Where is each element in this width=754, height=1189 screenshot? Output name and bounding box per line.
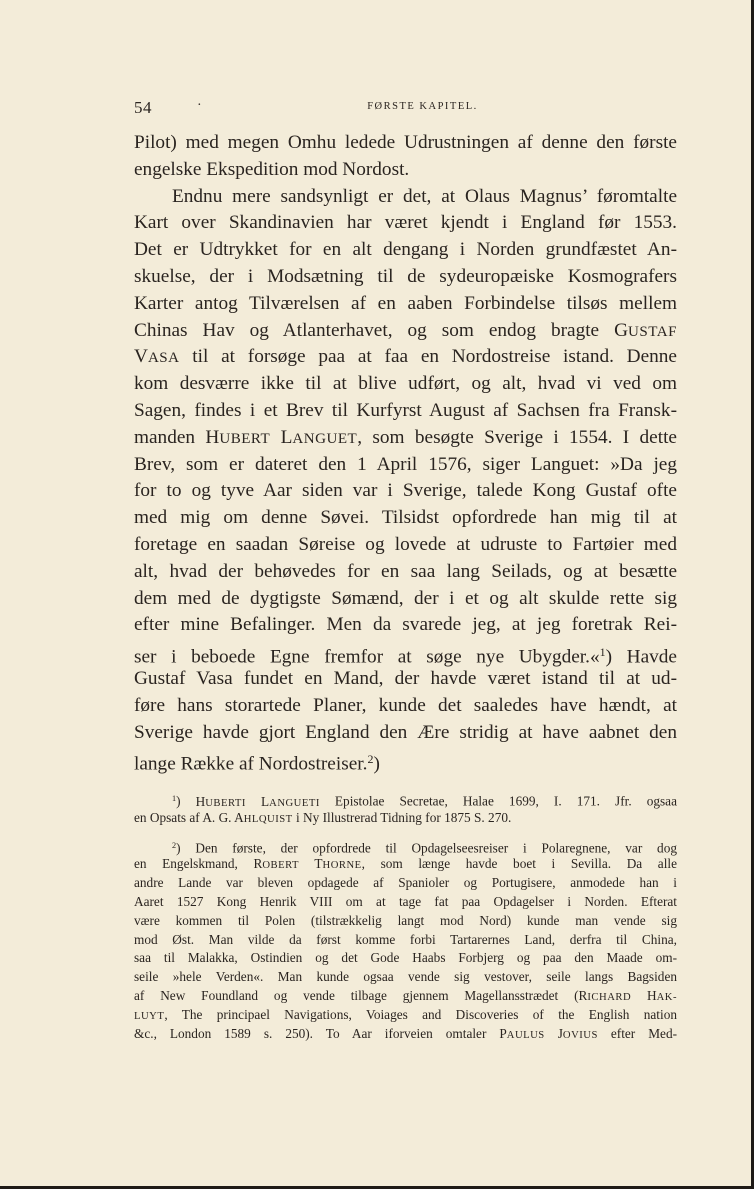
author-name <box>234 810 293 825</box>
author-name <box>579 988 677 1003</box>
footnotes <box>134 790 677 1052</box>
body-line: Sagen, findes i et Brev til Kurfyrst August af Sachsen fra Fransk- <box>134 399 677 421</box>
footnote-line <box>134 809 677 828</box>
name-initial: R <box>578 987 588 1003</box>
name-gustaf <box>614 320 677 341</box>
body-line: foretage en saadan Søreise og lovede at udruste to Fartøier med <box>134 533 677 555</box>
body-text <box>134 130 677 773</box>
name-smallcaps: OBERT <box>262 860 300 872</box>
footnote-text-run: &c., London 1589 s. 250). To Aar iforveien omtaler <box>134 1025 487 1041</box>
body-line: Sverige havde gjort England den Ære stridig at have aabnet den <box>134 721 677 743</box>
page-number: 54 <box>134 98 152 117</box>
author-name <box>253 856 361 871</box>
body-line: for to og tyve Aar siden var i Sverige, talede Kong Gustaf ofte <box>134 480 677 502</box>
body-line: Kart over Skandinavien har været kjendt i England før 1553. <box>134 212 677 234</box>
name-initial: L <box>261 793 270 809</box>
footnote-line: Aaret 1527 Kong Henrik VIII om at tage fat paa Opdagelser i Norden. Efterat <box>134 893 677 909</box>
footnote-line <box>134 987 677 1006</box>
footnote-text-run: , The principael Navigations, Voiages and Discoveries of the English nation <box>164 1006 677 1022</box>
body-line: med mig om denne Søvei. Tilsidst opfordrede han mig til at <box>134 507 677 529</box>
footnote-line: være kommen til Polen (tilstrækkelig langt mod Nord) kunde man vende sig <box>134 912 677 928</box>
name-initial: G <box>614 319 629 341</box>
name-smallcaps: UBERT <box>219 430 271 447</box>
footnote-line: mod Øst. Man vilde da først komme forbi Tartarernes Land, derfra til China, <box>134 931 677 947</box>
name-smallcaps: ANGUET <box>292 430 358 447</box>
footnote-mark: 1 <box>172 794 177 803</box>
name-smallcaps: ANGUETI <box>269 797 320 809</box>
author-name <box>499 1026 597 1041</box>
header-dot: · <box>197 98 202 113</box>
running-head: FØRSTE KAPITEL. <box>367 101 478 112</box>
name-smallcaps: USTAF <box>628 323 677 340</box>
name-smallcaps: ASA <box>147 350 180 367</box>
body-line: alt, hvad der behøvedes for en saa lang Seilads, og at besætte <box>134 560 677 582</box>
body-line: Gustaf Vasa fundet en Mand, der havde været istand til at ud- <box>134 667 677 689</box>
footnote-text-run: en Opsats af A. G. <box>134 809 232 825</box>
footnote-text-run: i Ny Illustrerad Tidning for 1875 S. 270. <box>295 809 512 825</box>
footnote-ref: 1 <box>599 645 606 660</box>
footnote-line: $^1$) HUBERTI LANGUETI Epistolae Secretae, Halae 1699, I. 171. Jfr. ogsaa <box>172 793 677 809</box>
footnote-text-run: af New Foundland og vende tilbage gjennem Magellansstrædet ( <box>134 987 579 1003</box>
footnote-text-run: efter Med- <box>610 1025 678 1041</box>
name-initial: L <box>280 426 293 448</box>
footnote-mark: 2 <box>172 840 177 850</box>
body-line: kom desværre ikke til at blive udført, og alt, hvad vi ved om <box>134 373 677 395</box>
body-line: skuelse, der i Modsætning til de sydeuropæiske Kosmografers <box>134 265 677 287</box>
body-text-run: ) Havde <box>605 646 677 668</box>
name-smallcaps: AULUS <box>506 1029 545 1041</box>
body-line: Pilot) med megen Omhu ledede Udrustningen af denne den første <box>134 132 677 153</box>
body-line <box>134 318 677 345</box>
body-line: Det er Udtrykket for en alt dengang i Norden grundfæstet An- <box>134 239 677 261</box>
name-smallcaps: LUYT <box>134 1010 165 1022</box>
body-text-run: til at forsøge paa at faa en Nordostreise istand. Denne <box>192 346 677 368</box>
footnote-1 <box>134 790 677 828</box>
body-line: engelske Ekspedition mod Nordost. <box>134 158 410 180</box>
footnote-line: saa til Malakka, Ostindien og det Gode Haabs Forbjerg og paa den Maade om- <box>134 950 677 966</box>
name-smallcaps: HORNE <box>322 860 362 872</box>
name-initial: R <box>253 856 263 872</box>
body-line: Brev, som er dateret den 1 April 1576, siger Languet: »Da jeg <box>134 453 677 475</box>
footnote-text-run: ) Den første, der opfordrede til Opdagelseesreiser i Polaregnene, var dog <box>176 840 677 856</box>
name-smallcaps: ICHARD <box>587 991 632 1003</box>
name-initial: V <box>134 346 148 368</box>
name-hubert-languet <box>205 427 357 448</box>
body-text-run: , som besøgte Sverige i 1554. I dette <box>357 426 677 448</box>
footnote-line: andre Lande var bleven opdagede af Spanioler og Portugisere, anmodede han i <box>134 875 677 891</box>
name-initial: T <box>314 856 323 872</box>
body-line: Karter antog Tilværelsen af en aaben Forbindelse tilsøs mellem <box>134 292 677 314</box>
footnote-2 <box>134 837 677 1044</box>
name-initial: H <box>647 987 657 1003</box>
footnote-text-run: , som længe havde boet i Sevilla. Da alle <box>361 856 677 872</box>
name-initial: H <box>195 793 206 809</box>
footnote-line <box>134 855 677 874</box>
name-smallcaps: HLQUIST <box>243 813 293 825</box>
footnote-line <box>134 1025 677 1044</box>
body-line: efter mine Befalinger. Men da svarede jeg, at jeg foretrak Rei- <box>134 614 677 636</box>
name-vasa <box>134 346 180 367</box>
footnote-line <box>134 837 677 856</box>
name-smallcaps: OVIUS <box>562 1029 598 1041</box>
body-text-run: manden <box>134 426 196 448</box>
body-line <box>134 344 677 371</box>
body-line: føre hans storartede Planer, kunde det saaledes have hændt, at <box>134 694 677 716</box>
page-header <box>134 96 677 122</box>
name-smallcaps: AK- <box>656 991 677 1003</box>
author-name <box>196 794 320 809</box>
body-text-run: ) <box>373 753 380 775</box>
footnote-text-run: Epistolae Secretae, Halae 1699, I. 171. Jfr. ogsaa <box>334 793 677 809</box>
footnote-line <box>134 1006 677 1025</box>
body-text-run: lange Række af Nordostreiser. <box>134 753 368 775</box>
name-initial: A <box>234 809 244 825</box>
name-smallcaps: UBERTI <box>205 797 246 809</box>
footnote-text-run: en Engelskmand, <box>134 856 238 872</box>
body-line <box>134 639 677 666</box>
body-line <box>134 425 677 452</box>
name-initial: J <box>557 1025 563 1041</box>
footnote-ref: 2 <box>367 752 374 767</box>
footnote-line: seile »hele Verden«. Man kunde ogsaa vende sig vestover, seile langs Bagsiden <box>134 969 677 985</box>
body-text-run: ser i beboede Egne fremfor at søge nye Ubygder.« <box>134 646 600 668</box>
body-line: Endnu mere sandsynligt er det, at Olaus Magnus’ føromtalte <box>172 185 677 207</box>
name-initial: P <box>499 1025 507 1041</box>
body-line <box>134 746 677 773</box>
body-text-run: Chinas Hav og Atlanterhavet, og som endog bragte <box>134 319 600 341</box>
name-initial: H <box>205 426 220 448</box>
body-line: dem med de dygtigste Sømænd, der i et og alt skulde rette sig <box>134 587 677 609</box>
